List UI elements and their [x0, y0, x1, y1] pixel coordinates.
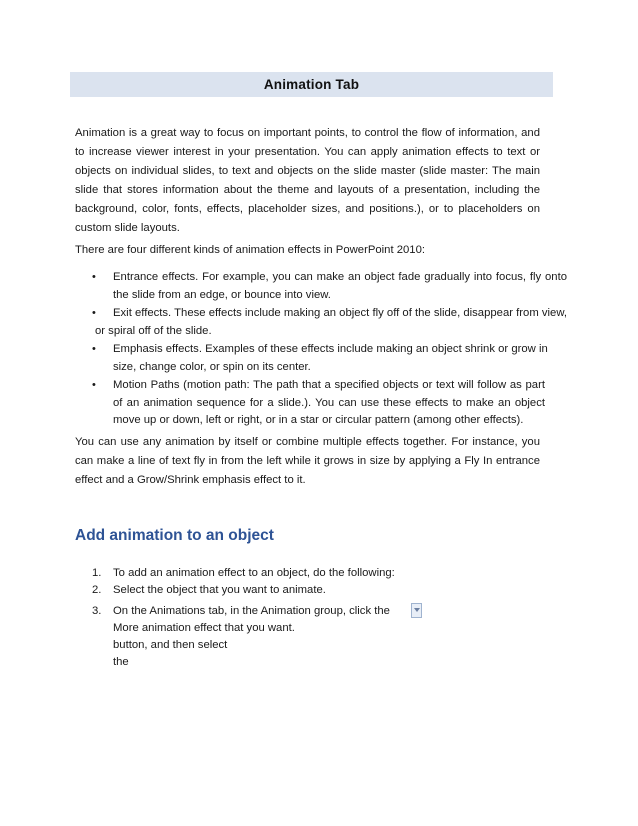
page-title: Animation Tab [263, 77, 360, 92]
more-dropdown-icon [411, 603, 422, 618]
bullet-icon: • [92, 307, 96, 319]
intro-paragraph: Animation is a great way to focus on important points, to control the flow of information, and to increase viewer interest in your presentation. You can apply animation effects to text or objects on individual slides, to text and objects on the slide master (slide master: The main slide that stores information about the theme and layouts of a presentation, including the background, color, fonts, effects, placeholder sizes, and positions.), or to placeholders on custom slide layouts. [75, 127, 540, 234]
list-item-text: Motion Paths (motion path: The path that a specified objects or text will follow as part of an animation sequence for a slide.). You can use these effects to make an object move up or down, left or right, or in a star or circular pattern (among other effects). [113, 379, 545, 426]
bullet-icon: • [92, 379, 96, 391]
list-item-text: Entrance effects. For example, you can make an object fade gradually into focus, fly onto the slide from an edge, or bounce into view. [113, 271, 567, 301]
step-text-right: button, and then select the [113, 639, 228, 668]
step-text: To add an animation effect to an object, do the following: [113, 567, 395, 579]
list-item-text: Emphasis effects. Examples of these effects include making an object shrink or grow in size, change color, or spin on its center. [113, 343, 548, 373]
combine-paragraph: You can use any animation by itself or combine multiple effects together. For instance, you can make a line of text fly in from the left while it grows in size by applying a Fly In entrance effect and a Grow/Shrink emphasis effect to it. [75, 436, 540, 486]
section-heading: Add animation to an object [75, 527, 274, 544]
list-item [75, 377, 567, 430]
list-item [75, 269, 567, 304]
step-number: 1. [92, 567, 102, 579]
step-item [75, 565, 555, 582]
step-text-left: On the Animations tab, in the Animation group, click the More animation effect that you want. [113, 605, 390, 634]
steps-list [75, 565, 555, 671]
list-item [75, 341, 567, 376]
step-item [75, 582, 555, 599]
list-item [75, 305, 567, 340]
effects-list [75, 269, 567, 431]
list-item-text: Exit effects. These effects include making an object fly off of the slide, disappear from view, or spiral off of the slide. [95, 307, 567, 337]
step-text [75, 603, 555, 671]
bullet-icon: • [92, 271, 96, 283]
title-bar [70, 72, 553, 97]
step-number: 3. [92, 605, 102, 617]
step-number: 2. [92, 584, 102, 596]
effects-intro-paragraph: There are four different kinds of animation effects in PowerPoint 2010: [75, 244, 425, 256]
step-item [75, 603, 555, 671]
bullet-icon: • [92, 343, 96, 355]
step-text: Select the object that you want to animate. [113, 584, 326, 596]
